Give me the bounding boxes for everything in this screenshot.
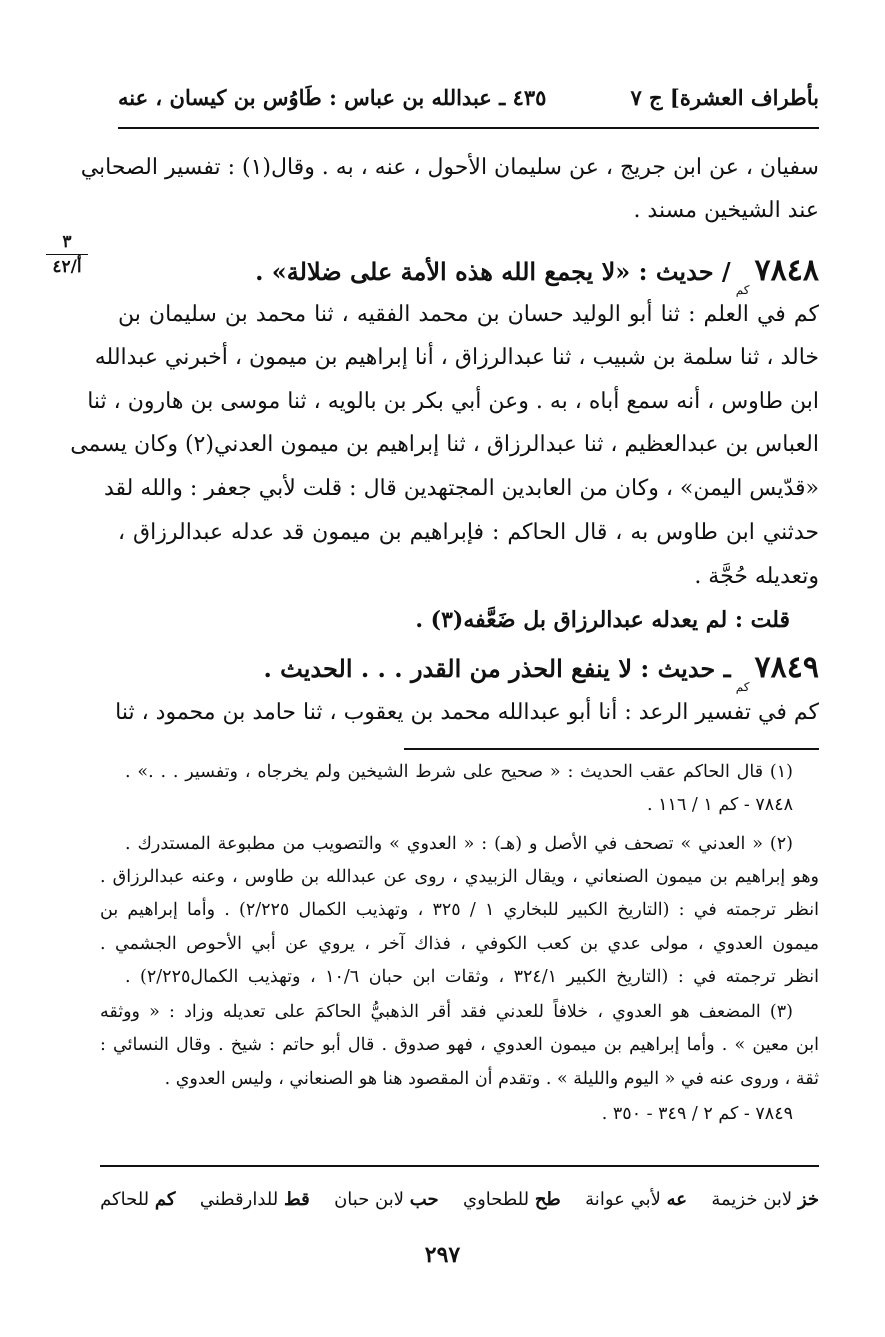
abbr-th: طح للطحاوي — [462, 1189, 561, 1210]
margin-note — [42, 232, 92, 277]
hadith-7848-line-5: «قدّيس اليمن» ، وكان من العابدين المجتهدين قال : قلت لأبي جعفر : والله لقد — [104, 476, 819, 501]
hadith-7849-heading — [263, 650, 819, 694]
footnote-2-line-3: انظر ترجمته في : (التاريخ الكبير للبخاري ١ / ٣٢٥ ، وتهذيب الكمال ٢/٢٢٥) . وأما إبراهيم بن — [100, 900, 819, 920]
abbr-ah: عه لأبي عوانة — [585, 1189, 687, 1210]
abbr-km: كم للحاكم — [100, 1189, 176, 1210]
hadith-number: ٧٨٤٩ — [754, 650, 819, 685]
header-rule — [118, 127, 819, 129]
continuation-line-2: عند الشيخين مسند . — [633, 198, 819, 223]
hadith-7848-line-3: ابن طاوس ، أنه سمع أباه ، به . وعن أبي بكر بن بالويه ، ثنا موسى بن هارون ، ثنا — [87, 389, 819, 414]
hadith-7848-line-1: كم في العلم : ثنا أبو الوليد حسان بن محمد الفقيه ، ثنا محمد بن سليمان بن — [118, 302, 819, 327]
margin-note-top: ٣ — [62, 232, 72, 252]
footnote-ref-7849: ٧٨٤٩ - كم ٢ / ٣٤٩ - ٣٥٠ . — [601, 1104, 793, 1124]
footnote-rule — [404, 748, 819, 750]
hadith-7848-line-4: العباس بن عبدالعظيم ، ثنا عبدالرزاق ، ثنا إبراهيم بن ميمون العدني(٢) وكان يسمى — [70, 432, 819, 457]
hadith-7848-line-7: وتعديله حُجَّة . — [694, 564, 819, 589]
footnote-2-line-5: انظر ترجمته في : (التاريخ الكبير ٣٢٤/١ ، وثقات ابن حبان ١٠/٦ ، وتهذيب الكمال٢/٢٢٥) . — [125, 967, 819, 987]
footnote-2-line-4: ميمون العدوي ، مولى عدي بن كعب الكوفي ، فذاك آخر ، يروي عن أبي الأحوص الجشمي . — [100, 934, 819, 954]
margin-note-bottom: أ/٤٢ — [52, 257, 82, 277]
running-header-right: بأطراف العشرة] ج ٧ — [630, 85, 819, 110]
footnote-3: (٣) المضعف هو العدوي ، خلافاً للعدني فقد أقر الذهبيُّ الحاكمَ على تعديله وزاد : « ووثقه — [100, 1002, 793, 1022]
abbr-hb: حب لابن حبان — [334, 1189, 439, 1210]
hadith-7848-heading — [255, 253, 819, 297]
editor-note: قلت : لم يعدله عبدالرزاق بل ضَعَّفه(٣) . — [415, 607, 790, 633]
abbreviation-rule — [100, 1165, 819, 1167]
footnote-3-line-3: ثقة ، وروى عنه في « اليوم والليلة » . وتقدم أن المقصود هنا هو الصنعاني ، وليس العدوي . — [164, 1069, 819, 1089]
hadith-7848-line-2: خالد ، ثنا سلمة بن شبيب ، ثنا عبدالرزاق ، أنا إبراهيم بن ميمون ، أخبرني عبدالله — [94, 345, 819, 370]
footnote-ref-7848: ٧٨٤٨ - كم ١ / ١١٦ . — [647, 795, 793, 815]
hadith-title: / حديث : «لا يجمع الله هذه الأمة على ضلالة» . — [255, 257, 731, 286]
hadith-sigla: كم — [735, 680, 750, 694]
footnote-3-line-2: ابن معين » . وأما إبراهيم بن ميمون العدوي ، فهو صدوق . قال أبو حاتم : شيخ . وقال النسائي : — [100, 1035, 819, 1055]
footnote-2-line-2: وهو إبراهيم بن ميمون الصنعاني ، ويقال الزبيدي ، روى عن عبدالله بن طاوس ، وعنه عبدالرزاق . — [100, 867, 819, 887]
hadith-title: ـ حديث : لا ينفع الحذر من القدر . . . الحديث . — [263, 654, 731, 683]
hadith-7849-line-1: كم في تفسير الرعد : أنا أبو عبدالله محمد بن يعقوب ، ثنا حامد بن محمود ، ثنا — [115, 700, 819, 725]
running-header-left: ٤٣٥ ـ عبدالله بن عباس : طَاوُس بن كيسان ، عنه — [118, 85, 547, 110]
margin-note-rule — [46, 254, 88, 255]
abbr-khz: خز لابن خزيمة — [711, 1189, 819, 1210]
hadith-number: ٧٨٤٨ — [754, 253, 819, 288]
continuation-line-1: سفيان ، عن ابن جريج ، عن سليمان الأحول ، عنه ، به . وقال(١) : تفسير الصحابي — [80, 155, 819, 180]
page-number: ٢٩٧ — [424, 1242, 461, 1268]
abbreviation-key — [100, 1188, 819, 1212]
footnote-2: (٢) « العدني » تصحف في الأصل و (هـ) : « العدوي » والتصويب من مطبوعة المستدرك . — [125, 834, 793, 854]
hadith-sigla: كم — [735, 283, 750, 297]
hadith-7848-line-6: حدثني ابن طاوس به ، قال الحاكم : فإبراهيم بن ميمون قد عدله عبدالرزاق ، — [118, 520, 819, 545]
footnote-1: (١) قال الحاكم عقب الحديث : « صحيح على شرط الشيخين ولم يخرجاه ، وتفسير . . .» . — [125, 762, 793, 782]
abbr-qt: قط للدارقطني — [199, 1189, 310, 1210]
